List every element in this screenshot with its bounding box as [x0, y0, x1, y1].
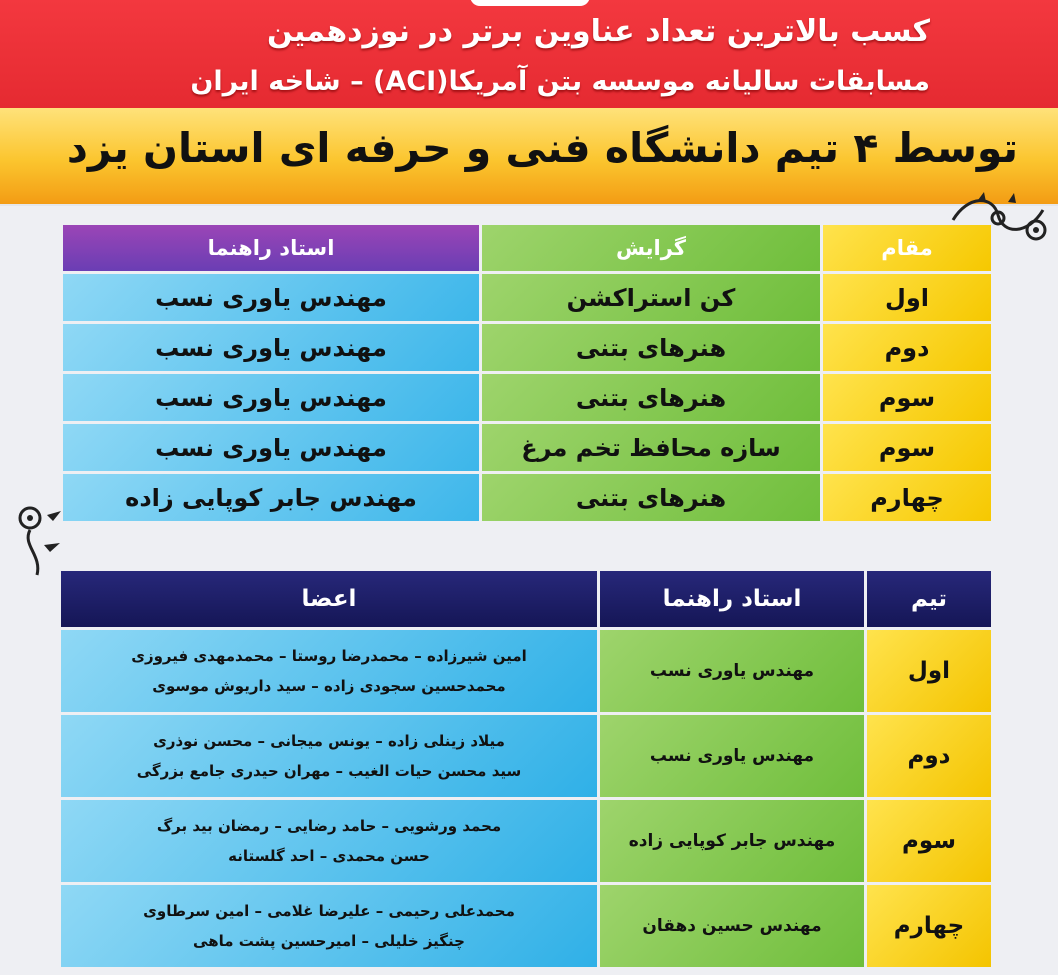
advisor-cell: مهندس یاوری نسب [63, 324, 479, 371]
members-line: محمدحسین سجودی زاده – سید داریوش موسوی [152, 677, 506, 695]
rank-cell: اول [823, 274, 991, 321]
team-cell: چهارم [867, 885, 991, 967]
team-cell: سوم [867, 800, 991, 882]
members-cell [61, 630, 597, 712]
rank-cell: سوم [823, 424, 991, 471]
advisor-cell: مهندس یاوری نسب [63, 274, 479, 321]
members-cell [61, 715, 597, 797]
field-cell: هنرهای بتنی [482, 474, 820, 521]
advisor-cell: مهندس یاوری نسب [63, 424, 479, 471]
advisor-cell: مهندس جابر کوپایی زاده [600, 800, 864, 882]
advisor-cell: مهندس حسین دهقان [600, 885, 864, 967]
field-cell: کن استراکشن [482, 274, 820, 321]
header-advisor: استاد راهنما [600, 571, 864, 627]
results-table [60, 222, 994, 524]
table-row [61, 800, 991, 882]
team-cell: اول [867, 630, 991, 712]
header-members: اعضا [61, 571, 597, 627]
team-cell: دوم [867, 715, 991, 797]
table-row [61, 885, 991, 967]
field-cell: سازه محافظ تخم مرغ [482, 424, 820, 471]
rank-cell: چهارم [823, 474, 991, 521]
table-row [63, 274, 991, 321]
advisor-cell: مهندس یاوری نسب [600, 715, 864, 797]
header-line-2: مسابقات سالیانه موسسه بتن آمریکا(ACI) – شاخه ایران [190, 66, 930, 97]
rank-cell: سوم [823, 374, 991, 421]
field-cell: هنرهای بتنی [482, 374, 820, 421]
members-cell [61, 800, 597, 882]
header-rank: مقام [823, 225, 991, 271]
members-line: میلاد زینلی زاده – یونس میجانی – محسن نوذری [153, 732, 505, 750]
members-line: چنگیز خلیلی – امیرحسین پشت ماهی [193, 932, 465, 950]
header-line-1: کسب بالاترین تعداد عناوین برتر در نوزدهمین [267, 14, 930, 49]
table-row [63, 424, 991, 471]
teams-table [58, 568, 994, 970]
table-row [63, 324, 991, 371]
header-advisor: استاد راهنما [63, 225, 479, 271]
header-banner-red [0, 0, 1058, 108]
members-line: محمد ورشویی – حامد رضایی – رمضان بید برگ [156, 817, 502, 835]
results-header-row [63, 225, 991, 271]
table-row [61, 715, 991, 797]
table-row [63, 374, 991, 421]
advisor-cell: مهندس یاوری نسب [600, 630, 864, 712]
table-row [63, 474, 991, 521]
members-line: امین شیرزاده – محمدرضا روستا – محمدمهدی فیروزی [131, 647, 527, 665]
members-cell [61, 885, 597, 967]
header-team: تیم [867, 571, 991, 627]
field-cell: هنرهای بتنی [482, 324, 820, 371]
advisor-cell: مهندس یاوری نسب [63, 374, 479, 421]
teams-header-row [61, 571, 991, 627]
table-row [61, 630, 991, 712]
header-banner-yellow [0, 108, 1058, 206]
advisor-cell: مهندس جابر کوپایی زاده [63, 474, 479, 521]
main-title: توسط ۴ تیم دانشگاه فنی و حرفه ای استان یزد [66, 124, 1018, 172]
members-line: محمدعلی رحیمی – علیرضا غلامی – امین سرطاوی [143, 902, 515, 920]
rank-cell: دوم [823, 324, 991, 371]
header-field: گرایش [482, 225, 820, 271]
members-line: سید محسن حیات الغیب – مهران حیدری جامع بزرگی [136, 762, 522, 780]
top-tab [470, 0, 590, 6]
members-line: حسن محمدی – احد گلستانه [228, 847, 430, 865]
